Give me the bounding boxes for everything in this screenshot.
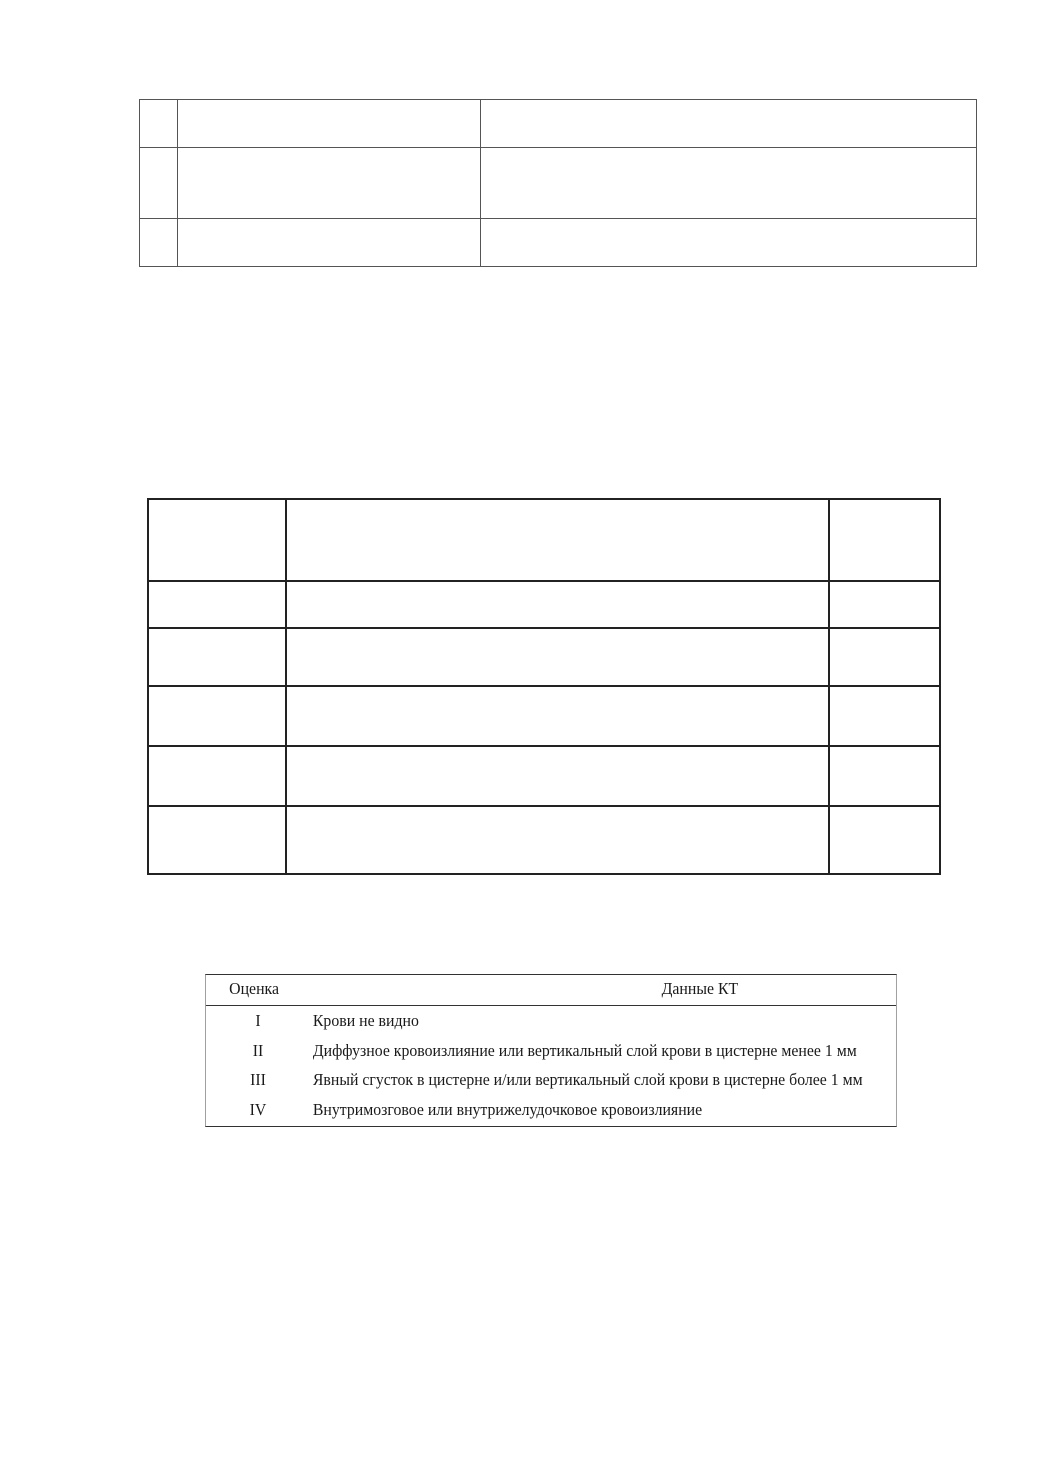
table-cell [286,806,829,874]
table-row [140,100,977,148]
table-cell [148,746,286,806]
fisher-scale-table [205,974,897,1127]
table-cell [140,100,178,148]
table-cell [481,100,977,148]
table-cell [829,746,940,806]
table-row [148,499,940,581]
table-cell [148,581,286,628]
table-row [148,686,940,746]
table-row [148,806,940,874]
description-cell: Крови не видно [312,1011,419,1030]
ct-data-column-header: Данные КТ [661,979,739,998]
table-cell [178,219,481,267]
table-row [148,628,940,686]
table-row [206,1011,896,1041]
grade-column-header: Оценка [229,979,280,998]
table-cell [829,686,940,746]
table-cell [148,686,286,746]
empty-table-top [139,99,977,267]
description-cell: Внутримозговое или внутрижелудочковое кровоизлияние [312,1100,703,1119]
grade-cell: I [255,1011,261,1030]
table-cell [286,499,829,581]
empty-table-middle [147,498,941,875]
table-cell [829,499,940,581]
table-cell [286,581,829,628]
table-cell [148,499,286,581]
table-cell [178,148,481,219]
table-cell [140,148,178,219]
table-row [140,219,977,267]
table-header [206,975,896,1006]
table-cell [286,686,829,746]
table-cell [829,628,940,686]
table-cell [481,148,977,219]
table-row [206,1070,896,1100]
table-row [148,746,940,806]
grade-cell: II [252,1041,264,1060]
table-cell [481,219,977,267]
table-row [140,148,977,219]
table-row [148,581,940,628]
table-cell [148,806,286,874]
grade-cell: IV [249,1100,267,1119]
description-cell: Диффузное кровоизлияние или вертикальный слой крови в цистерне менее 1 мм [312,1041,857,1060]
table-cell [829,806,940,874]
table-cell [178,100,481,148]
grade-cell: III [250,1070,266,1089]
table-cell [286,746,829,806]
table-row [206,1100,896,1130]
description-cell: Явный сгусток в цистерне и/или вертикальный слой крови в цистерне более 1 мм [312,1070,863,1089]
table-cell [829,581,940,628]
table-cell [140,219,178,267]
table-cell [148,628,286,686]
table-row [206,1041,896,1071]
table-cell [286,628,829,686]
